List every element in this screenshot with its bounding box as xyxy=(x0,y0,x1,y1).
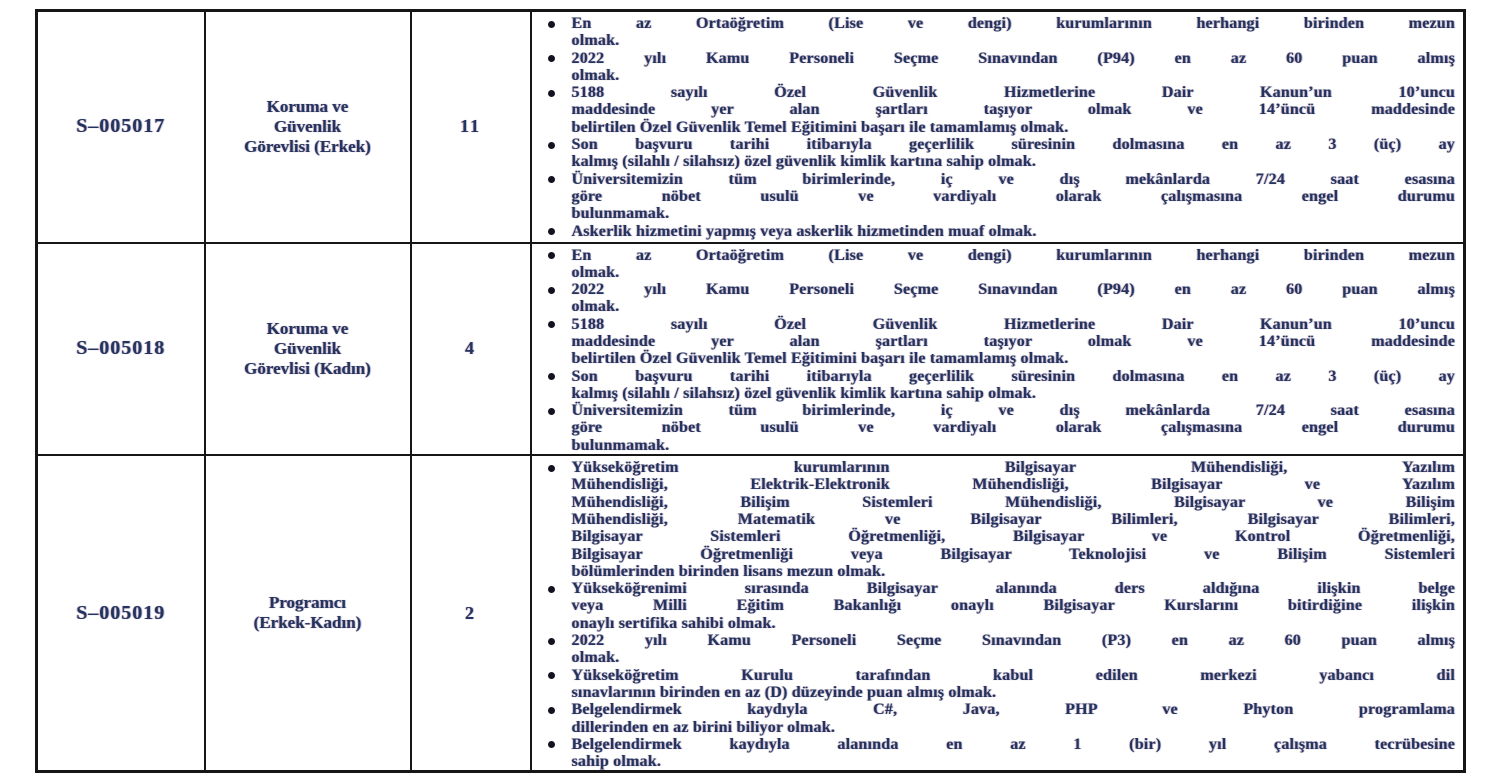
requirement-item xyxy=(546,247,1456,282)
requirement-line: 2022 yılı Kamu Personeli Seçme Sınavından (P94) en az 60 puan almış xyxy=(571,49,1455,67)
requirement-line: 5188 sayılı Özel Güvenlik Hizmetlerine Dair Kanun’un 10’uncu xyxy=(571,315,1455,333)
requirement-line: kalmış (silahlı / silahsız) özel güvenlik kimlik kartına sahip olmak. xyxy=(571,153,1037,171)
position-count: 11 xyxy=(411,11,531,243)
requirement-line: Üniversitemizin tüm birimlerinde, iç ve dış mekânlarda 7/24 saat esasına xyxy=(571,170,1455,188)
requirement-item xyxy=(546,136,1456,171)
requirements-cell xyxy=(531,455,1465,772)
requirement-line: olmak. xyxy=(571,263,620,281)
requirement-item xyxy=(546,316,1456,368)
requirement-item xyxy=(546,171,1456,223)
requirement-item xyxy=(546,402,1456,454)
requirement-item xyxy=(546,84,1456,136)
position-title: Koruma ve Güvenlik Görevlisi (Kadın) xyxy=(205,243,411,456)
position-title: Koruma ve Güvenlik Görevlisi (Erkek) xyxy=(205,11,411,243)
requirement-line: olmak. xyxy=(571,298,620,316)
requirement-item xyxy=(546,701,1456,736)
requirement-line: Askerlik hizmetini yapmış veya askerlik hizmetinden muaf olmak. xyxy=(571,222,1037,240)
requirement-line: olmak. xyxy=(571,32,620,50)
requirement-item xyxy=(546,580,1456,632)
table-row xyxy=(37,11,1465,243)
requirement-line: Son başvuru tarihi itibarıyla geçerlilik süresinin dolmasına en az 3 (üç) ay xyxy=(571,367,1455,385)
requirement-line: onaylı sertifika sahibi olmak. xyxy=(571,614,776,632)
requirement-line: Üniversitemizin tüm birimlerinde, iç ve dış mekânlarda 7/24 saat esasına xyxy=(571,402,1455,420)
requirement-line: olmak. xyxy=(571,66,620,84)
position-code: S–005019 xyxy=(37,455,205,772)
requirement-line: göre nöbet usulü ve vardiyalı olarak çalışmasına engel durumu xyxy=(571,187,1455,205)
requirement-item xyxy=(546,50,1456,85)
requirement-line: Son başvuru tarihi itibarıyla geçerlilik süresinin dolmasına en az 3 (üç) ay xyxy=(571,136,1455,154)
requirement-line: Mühendisliği, Elektrik-Elektronik Mühendisliği, Bilgisayar ve Yazılım xyxy=(571,476,1455,494)
requirements-cell xyxy=(531,243,1465,456)
requirement-item xyxy=(546,368,1456,403)
requirement-line: 2022 yılı Kamu Personeli Seçme Sınavından (P3) en az 60 puan almış xyxy=(571,632,1455,650)
requirement-line: Yükseköğrenimi sırasında Bilgisayar alanında ders aldığına ilişkin belge xyxy=(571,580,1455,598)
job-postings-table xyxy=(35,9,1466,773)
requirement-line: Bilgisayar Sistemleri Öğretmenliği, Bilgisayar ve Kontrol Öğretmenliği, xyxy=(571,528,1455,546)
requirement-item xyxy=(546,736,1456,771)
requirement-line: Belgelendirmek kaydıyla C#, Java, PHP ve Phyton programlama xyxy=(571,701,1455,719)
requirements-list xyxy=(532,15,1456,240)
requirement-line: sınavlarının birinden en az (D) düzeyinde puan almış olmak. xyxy=(571,683,997,701)
requirement-line: Bilgisayar Öğretmenliği veya Bilgisayar Teknolojisi ve Bilişim Sistemleri xyxy=(571,545,1455,563)
position-code: S–005017 xyxy=(37,11,205,243)
position-count: 2 xyxy=(411,455,531,772)
requirement-line: Mühendisliği, Bilişim Sistemleri Mühendisliği, Bilgisayar ve Bilişim xyxy=(571,493,1455,511)
requirement-line: olmak. xyxy=(571,649,620,667)
requirement-line: maddesinde yer alan şartları taşıyor olmak ve 14’üncü maddesinde xyxy=(571,101,1455,119)
table-row xyxy=(37,455,1465,772)
requirement-line: En az Ortaöğretim (Lise ve dengi) kurumlarının herhangi birinden mezun xyxy=(571,15,1455,32)
requirements-list xyxy=(532,459,1456,770)
requirement-line: bölümlerinden birinden lisans mezun olmak. xyxy=(571,562,886,580)
position-title: Programcı (Erkek-Kadın) xyxy=(205,455,411,772)
requirements-list xyxy=(532,247,1456,455)
requirement-item xyxy=(546,632,1456,667)
requirements-cell xyxy=(531,11,1465,243)
requirement-line: Mühendisliği, Matematik ve Bilgisayar Bilimleri, Bilgisayar Bilimleri, xyxy=(571,510,1455,528)
requirement-item xyxy=(546,667,1456,702)
requirement-line: bulunmamak. xyxy=(571,436,670,454)
requirement-line: 5188 sayılı Özel Güvenlik Hizmetlerine Dair Kanun’un 10’uncu xyxy=(571,84,1455,102)
requirement-item xyxy=(546,281,1456,316)
requirement-line: dillerinden en az birini biliyor olmak. xyxy=(571,718,836,736)
requirement-line: maddesinde yer alan şartları taşıyor olmak ve 14’üncü maddesinde xyxy=(571,332,1455,350)
requirement-line: sahip olmak. xyxy=(571,753,662,771)
requirement-line: belirtilen Özel Güvenlik Temel Eğitimini başarı ile tamamlamış olmak. xyxy=(571,118,1069,136)
requirement-line: veya Milli Eğitim Bakanlığı onaylı Bilgisayar Kurslarını bitirdiğine ilişkin xyxy=(571,597,1455,615)
requirement-item xyxy=(546,15,1456,50)
position-code: S–005018 xyxy=(37,243,205,456)
requirement-line: 2022 yılı Kamu Personeli Seçme Sınavından (P94) en az 60 puan almış xyxy=(571,281,1455,299)
requirement-line: Yükseköğretim Kurulu tarafından kabul edilen merkezi yabancı dil xyxy=(571,666,1455,684)
requirement-line: Yükseköğretim kurumlarının Bilgisayar Mühendisliği, Yazılım xyxy=(571,459,1455,477)
requirement-item xyxy=(546,459,1456,580)
table-row xyxy=(37,243,1465,456)
position-count: 4 xyxy=(411,243,531,456)
requirement-line: göre nöbet usulü ve vardiyalı olarak çalışmasına engel durumu xyxy=(571,419,1455,437)
requirement-line: bulunmamak. xyxy=(571,205,670,223)
requirement-item xyxy=(546,223,1456,240)
requirement-line: kalmış (silahlı / silahsız) özel güvenlik kimlik kartına sahip olmak. xyxy=(571,384,1037,402)
requirement-line: En az Ortaöğretim (Lise ve dengi) kurumlarının herhangi birinden mezun xyxy=(571,246,1455,264)
requirement-line: Belgelendirmek kaydıyla alanında en az 1 (bir) yıl çalışma tecrübesine xyxy=(571,735,1455,753)
requirement-line: belirtilen Özel Güvenlik Temel Eğitimini başarı ile tamamlamış olmak. xyxy=(571,350,1069,368)
